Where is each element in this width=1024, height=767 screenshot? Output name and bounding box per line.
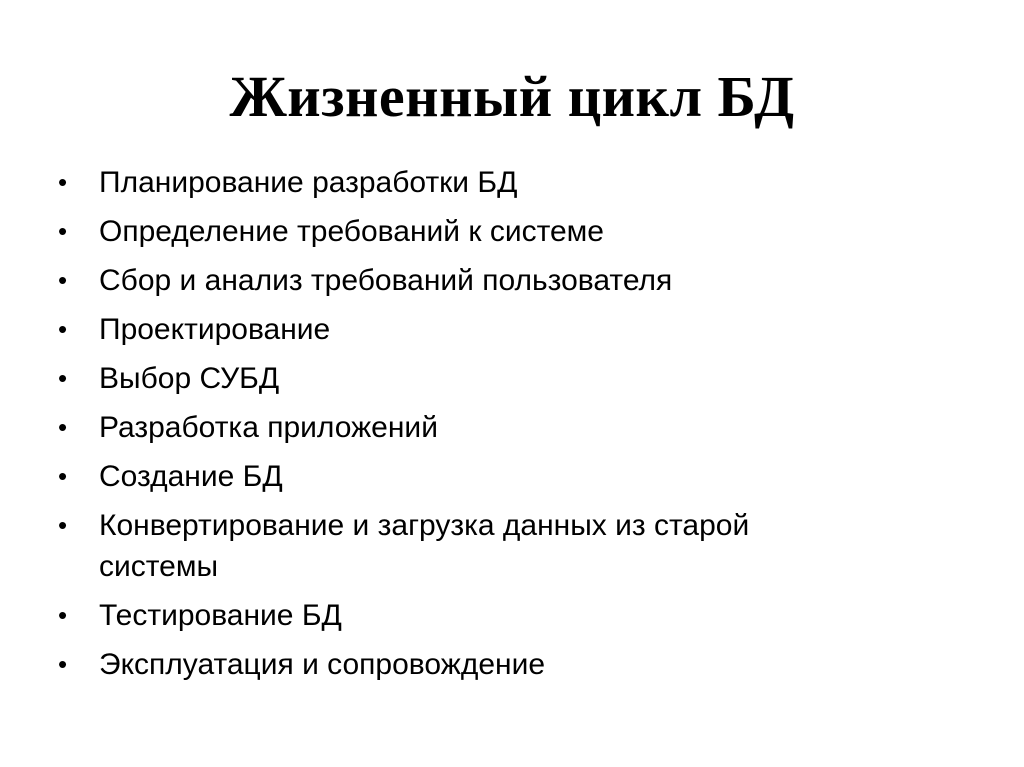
list-item xyxy=(58,456,958,497)
bullet-marker: • xyxy=(58,510,68,540)
bullet-marker: • xyxy=(58,363,68,393)
list-item xyxy=(58,162,958,203)
list-item-text: Планирование разработки БД xyxy=(99,166,518,199)
list-item xyxy=(58,211,958,252)
list-item-text: Конвертирование и загрузка данных из старой системы xyxy=(99,509,750,583)
list-item-text: Сбор и анализ требований пользователя xyxy=(99,264,673,297)
list-item-text: Разработка приложений xyxy=(99,411,438,444)
bullet-marker: • xyxy=(58,649,68,679)
list-item-text: Создание БД xyxy=(99,460,283,493)
bullet-marker: • xyxy=(58,600,68,630)
list-item xyxy=(58,595,958,636)
bullet-list xyxy=(58,162,958,693)
list-item-text: Выбор СУБД xyxy=(99,362,280,395)
bullet-marker: • xyxy=(58,314,68,344)
list-item xyxy=(58,407,958,448)
bullet-marker: • xyxy=(58,216,68,246)
bullet-marker: • xyxy=(58,461,68,491)
list-item-text: Эксплуатация и сопровождение xyxy=(99,648,546,681)
list-item-text: Тестирование БД xyxy=(99,599,342,632)
bullet-marker: • xyxy=(58,167,68,197)
list-item xyxy=(58,309,958,350)
bullet-marker: • xyxy=(58,412,68,442)
bullet-marker: • xyxy=(58,265,68,295)
list-item xyxy=(58,358,958,399)
list-item xyxy=(58,644,958,685)
list-item xyxy=(58,505,958,587)
list-item-text: Проектирование xyxy=(99,313,331,346)
slide-title: Жизненный цикл БД xyxy=(229,64,795,129)
list-item-text: Определение требований к системе xyxy=(99,215,604,248)
list-item xyxy=(58,260,958,301)
